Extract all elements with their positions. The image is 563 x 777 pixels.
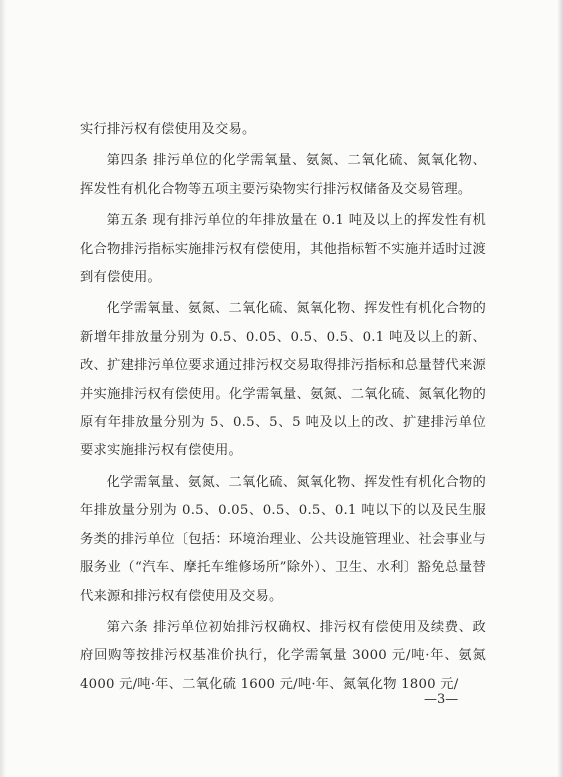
page-number: —3—	[424, 692, 459, 707]
page-left-edge	[0, 0, 6, 777]
page-right-edge	[557, 0, 563, 777]
paragraph-exemptions: 化学需氧量、氨氮、二氧化硫、氮氧化物、挥发性有机化合物的年排放量分别为 0.5、0.05、0.5、0.5、0.1 吨以下的以及民生服务类的排污单位〔包括：环境治理业、公共设施管理业、社会事业与服务业（“汽车、摩托车维修场所”除外）、卫生、水利〕豁免总量替代来源和排污权有偿使用及交易。	[80, 474, 486, 604]
paragraph-article-5: 第五条 现有排污单位的年排放量在 0.1 吨及以上的挥发性有机化合物排污指标实施排污权有偿使用，其他指标暂不实施并适时过渡到有偿使用。	[80, 213, 486, 286]
paragraph-continuation: 实行排污权有偿使用及交易。	[80, 122, 256, 137]
paragraph-article-4: 第四条 排污单位的化学需氧量、氨氮、二氧化硫、氮氧化物、挥发性有机化合物等五项主要污染物实行排污权储备及交易管理。	[80, 153, 486, 197]
paragraph-new-emissions: 化学需氧量、氨氮、二氧化硫、氮氧化物、挥发性有机化合物的新增年排放量分别为 0.5、0.05、0.5、0.5、0.1 吨及以上的新、改、扩建排污单位要求通过排污权交易取得排污指标和总量替代来源并实施排污权有偿使用。化学需氧量、氨氮、二氧化硫、氮氧化物的原有年排放量分别为 5、0.5、5、5 吨及以上的改、扩建排污单位要求实施排污权有偿使用。	[80, 301, 486, 459]
document-body	[80, 116, 486, 702]
paragraph-article-6: 第六条 排污单位初始排污权确权、排污权有偿使用及续费、政府回购等按排污权基准价执行，化学需氧量 3000 元/吨·年、氨氮 4000 元/吨·年、二氧化硫 1600 元/吨·年、氮氧化物 1800 元/	[80, 619, 486, 692]
